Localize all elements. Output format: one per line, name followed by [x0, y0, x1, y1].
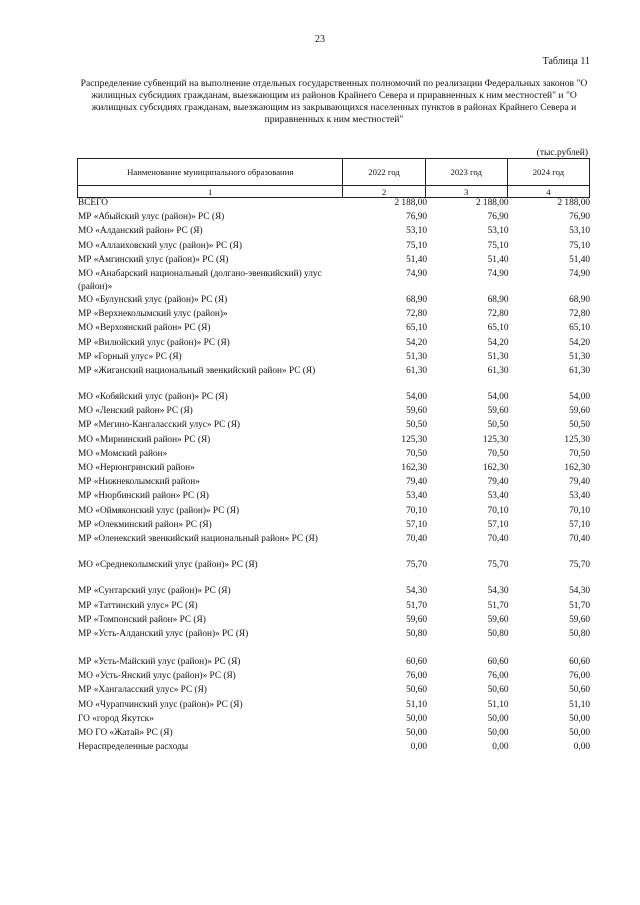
value-2022: 54,20 — [406, 337, 427, 348]
value-2022: 50,00 — [406, 728, 427, 738]
value-2022: 50,00 — [406, 713, 427, 724]
value-2022: 54,00 — [406, 392, 427, 403]
table-row — [78, 419, 590, 433]
value-2023: 50,00 — [487, 728, 509, 738]
value-2023: 79,40 — [487, 477, 509, 488]
value-2024: 51,30 — [569, 351, 590, 362]
value-2023: 72,80 — [487, 309, 509, 320]
row-name: МО «Булунский улус (район)» РС (Я) — [78, 294, 228, 305]
row-name: ВСЕГО — [78, 198, 108, 208]
value-2024: 70,40 — [569, 533, 590, 544]
value-2022: 50,80 — [406, 628, 427, 639]
column-number-2: 2 — [343, 186, 425, 198]
value-2024: 72,80 — [569, 309, 590, 320]
row-name: МР «Верхнеколымский улус (район)» — [78, 309, 228, 320]
row-name: МР «Амгинский улус (район)» РС (Я) — [78, 254, 229, 265]
value-2023: 70,50 — [487, 448, 509, 459]
value-2024: 125,30 — [564, 434, 590, 445]
value-2023: 70,40 — [487, 533, 509, 544]
value-2023: 125,30 — [482, 434, 509, 445]
row-name: МО «Ленский район» РС (Я) — [78, 406, 193, 417]
value-2024: 74,90 — [569, 268, 590, 279]
table-row — [78, 476, 590, 490]
value-2023: 75,10 — [487, 240, 509, 251]
row-name: МО «Анабарский национальный (долгано-эвенкийский) улус (район)» — [78, 268, 322, 292]
value-2022: 79,40 — [406, 477, 427, 488]
value-2024: 75,70 — [569, 560, 590, 571]
row-name: МР «Хангаласский улус» РС (Я) — [78, 685, 207, 696]
table-row — [78, 684, 590, 698]
table-row — [78, 197, 590, 211]
value-2022: 76,00 — [406, 671, 427, 682]
column-header-name: Наименование муниципального образования — [78, 159, 343, 186]
value-2023: 51,30 — [487, 351, 509, 362]
value-2023: 54,00 — [487, 392, 509, 403]
value-2024: 54,30 — [569, 586, 590, 597]
value-2023: 0,00 — [492, 742, 509, 753]
table-row — [78, 365, 590, 379]
table-header — [77, 158, 590, 198]
value-2024: 50,00 — [569, 728, 590, 738]
column-header-2022: 2022 год — [343, 159, 425, 186]
value-2022: 54,30 — [406, 586, 427, 597]
row-name: МР «Усть-Алданский улус (район)» РС (Я) — [78, 628, 249, 639]
row-name: МО «Кобяйский улус (район)» РС (Я) — [78, 392, 228, 403]
row-name: МР «Томпонский район» РС (Я) — [78, 614, 206, 625]
row-name: МР «Усть-Майский улус (район)» РС (Я) — [78, 657, 241, 668]
value-2022: 72,80 — [406, 309, 427, 320]
value-2023: 54,30 — [487, 586, 509, 597]
value-2023: 50,60 — [487, 685, 509, 696]
value-2024: 65,10 — [569, 323, 590, 334]
row-name: МР «Горный улус» РС (Я) — [78, 351, 182, 362]
row-name: МР «Жиганский национальный эвенкийский район» РС (Я) — [78, 365, 316, 376]
table-row — [78, 308, 590, 322]
value-2023: 59,60 — [487, 406, 509, 417]
column-number-4: 4 — [507, 186, 589, 198]
table-row — [78, 391, 590, 405]
row-name: ГО «город Якутск» — [78, 713, 154, 724]
table-row — [78, 614, 590, 628]
value-2024: 75,10 — [569, 240, 590, 251]
value-2022: 70,50 — [406, 448, 427, 459]
value-2022: 59,60 — [406, 406, 427, 417]
value-2023: 54,20 — [487, 337, 509, 348]
value-2022: 162,30 — [401, 463, 427, 473]
table-row — [78, 656, 590, 670]
value-2022: 51,10 — [406, 699, 427, 710]
value-2022: 76,90 — [406, 212, 427, 223]
value-2024: 59,60 — [569, 614, 590, 625]
value-2023: 51,10 — [487, 699, 509, 710]
value-2022: 59,60 — [406, 614, 427, 625]
table-row — [78, 490, 590, 504]
value-2024: 61,30 — [569, 365, 590, 376]
value-2023: 70,10 — [487, 505, 509, 516]
row-name: МО «Момский район» — [78, 448, 168, 459]
row-name: МР «Абыйский улус (район)» РС (Я) — [78, 212, 225, 223]
table-row — [78, 713, 590, 727]
value-2022: 68,90 — [406, 294, 427, 305]
value-2022: 75,70 — [406, 560, 427, 571]
value-2024: 54,00 — [569, 392, 590, 403]
value-2024: 51,40 — [569, 254, 590, 265]
row-name: МО «Оймяконский улус (район)» РС (Я) — [78, 505, 240, 516]
value-2022: 51,40 — [406, 254, 427, 265]
value-2022: 50,60 — [406, 685, 427, 696]
value-2024: 79,40 — [569, 477, 590, 488]
value-2022: 125,30 — [401, 434, 427, 445]
table-row — [78, 434, 590, 448]
table-row — [78, 628, 590, 642]
value-2024: 51,70 — [569, 600, 590, 611]
value-2024: 50,80 — [569, 628, 590, 639]
value-2023: 51,40 — [487, 254, 509, 265]
row-name: МР «Таттинский улус» РС (Я) — [78, 600, 198, 611]
row-name: МО «Нерюнгринский район» — [78, 463, 195, 473]
value-2023: 50,50 — [487, 420, 509, 431]
value-2023: 162,30 — [482, 463, 509, 473]
row-name: Нераспределенные расходы — [78, 742, 189, 753]
column-number-3: 3 — [425, 186, 507, 198]
table-row — [78, 741, 590, 755]
value-2024: 0,00 — [573, 742, 590, 753]
column-number-1: 1 — [78, 186, 343, 198]
row-name: МО «Алданский район» РС (Я) — [78, 226, 203, 237]
table-row — [78, 670, 590, 684]
table-label: Таблица 11 — [542, 56, 590, 67]
row-name: МО ГО «Жатай» РС (Я) — [78, 728, 173, 738]
table-row — [78, 405, 590, 419]
value-2023: 75,70 — [487, 560, 509, 571]
value-2024: 50,60 — [569, 685, 590, 696]
row-name: МО «Среднеколымский улус (район)» РС (Я) — [78, 560, 258, 571]
value-2022: 65,10 — [406, 323, 427, 334]
value-2023: 68,90 — [487, 294, 509, 305]
value-2022: 74,90 — [406, 268, 427, 279]
table-row — [78, 699, 590, 713]
table-body — [78, 197, 590, 755]
row-name: МР «Нюрбинский район» РС (Я) — [78, 491, 209, 502]
table-row — [78, 337, 590, 351]
row-name: МР «Нижнеколымский район» — [78, 477, 200, 488]
value-2024: 53,40 — [569, 491, 590, 502]
value-2024: 50,00 — [569, 713, 590, 724]
value-2022: 60,60 — [406, 657, 427, 668]
row-name: МР «Мегино-Кангаласский улус» РС (Я) — [78, 420, 241, 431]
row-name: МО «Мирнинский район» РС (Я) — [78, 434, 211, 445]
value-2023: 50,00 — [487, 713, 509, 724]
value-2024: 70,50 — [569, 448, 590, 459]
value-2022: 57,10 — [406, 519, 427, 530]
column-header-2023: 2023 год — [425, 159, 507, 186]
table-row — [78, 600, 590, 614]
value-2022: 53,10 — [406, 226, 427, 237]
table-row — [78, 240, 590, 254]
table-row — [78, 294, 590, 308]
value-2023: 60,60 — [487, 657, 509, 668]
value-2024: 68,90 — [569, 294, 590, 305]
table-row — [78, 322, 590, 336]
value-2024: 76,90 — [569, 212, 590, 223]
table-row — [78, 448, 590, 462]
row-name: МО «Аллаиховский улус (район)» РС (Я) — [78, 240, 242, 251]
row-name: МР «Олекминский район» РС (Я) — [78, 519, 212, 530]
value-2023: 2 188,00 — [475, 198, 509, 208]
value-2024: 59,60 — [569, 406, 590, 417]
row-name: МР «Сунтарский улус (район)» РС (Я) — [78, 586, 231, 597]
page-number: 23 — [315, 34, 325, 45]
table-row — [78, 505, 590, 519]
row-name: МО «Усть-Янский улус (район)» РС (Я) — [78, 671, 236, 682]
value-2023: 50,80 — [487, 628, 509, 639]
value-2024: 51,10 — [569, 699, 590, 710]
table-row — [78, 519, 590, 533]
value-2022: 61,30 — [406, 365, 427, 376]
row-name: МО «Чурапчинский улус (район)» РС (Я) — [78, 699, 243, 710]
value-2024: 53,10 — [569, 226, 590, 237]
row-name: МР «Оленекский эвенкийский национальный район» РС (Я) — [78, 533, 318, 544]
row-name: МО «Верхоянский район» РС (Я) — [78, 323, 211, 334]
value-2024: 2 188,00 — [557, 198, 590, 208]
value-2023: 76,00 — [487, 671, 509, 682]
value-2022: 53,40 — [406, 491, 427, 502]
value-2022: 70,10 — [406, 505, 427, 516]
value-2023: 61,30 — [487, 365, 509, 376]
value-2022: 75,10 — [406, 240, 427, 251]
table-row — [78, 211, 590, 225]
value-2024: 60,60 — [569, 657, 590, 668]
column-header-2024: 2024 год — [507, 159, 589, 186]
value-2022: 0,00 — [410, 742, 427, 753]
value-2023: 76,90 — [487, 212, 509, 223]
value-2022: 50,50 — [406, 420, 427, 431]
value-2024: 54,20 — [569, 337, 590, 348]
value-2023: 59,60 — [487, 614, 509, 625]
value-2023: 74,90 — [487, 268, 509, 279]
value-2022: 2 188,00 — [394, 198, 427, 208]
table-row — [78, 268, 590, 294]
table-row — [78, 225, 590, 239]
table-row — [78, 559, 590, 573]
value-2023: 57,10 — [487, 519, 509, 530]
value-2024: 50,50 — [569, 420, 590, 431]
value-2022: 70,40 — [406, 533, 427, 544]
value-2023: 53,10 — [487, 226, 509, 237]
row-name: МР «Вилюйский улус (район)» РС (Я) — [78, 337, 230, 348]
table-row — [78, 727, 590, 741]
value-2024: 57,10 — [569, 519, 590, 530]
value-2023: 65,10 — [487, 323, 509, 334]
table-row — [78, 462, 590, 476]
value-2024: 76,00 — [569, 671, 590, 682]
value-2023: 51,70 — [487, 600, 509, 611]
table-row — [78, 254, 590, 268]
value-2023: 53,40 — [487, 491, 509, 502]
table-row — [78, 585, 590, 599]
table-row — [78, 351, 590, 365]
value-2024: 70,10 — [569, 505, 590, 516]
document-heading: Распределение субвенций на выполнение отдельных государственных полномочий по реализации Федеральных законов "О жилищных субсидиях гражданам, выезжающим из районов Крайнего Севера и приравненных к ним местностей" и "О жилищных субсидиях гражданам, выезжающим из закрывающихся населенных пунктов в районах Крайнего Севера и приравненных к ним местностей" — [80, 78, 588, 125]
value-2024: 162,30 — [564, 463, 590, 473]
value-2022: 51,70 — [406, 600, 427, 611]
unit-label: (тыс.рублей) — [536, 148, 588, 158]
value-2022: 51,30 — [406, 351, 427, 362]
table-row — [78, 533, 590, 547]
